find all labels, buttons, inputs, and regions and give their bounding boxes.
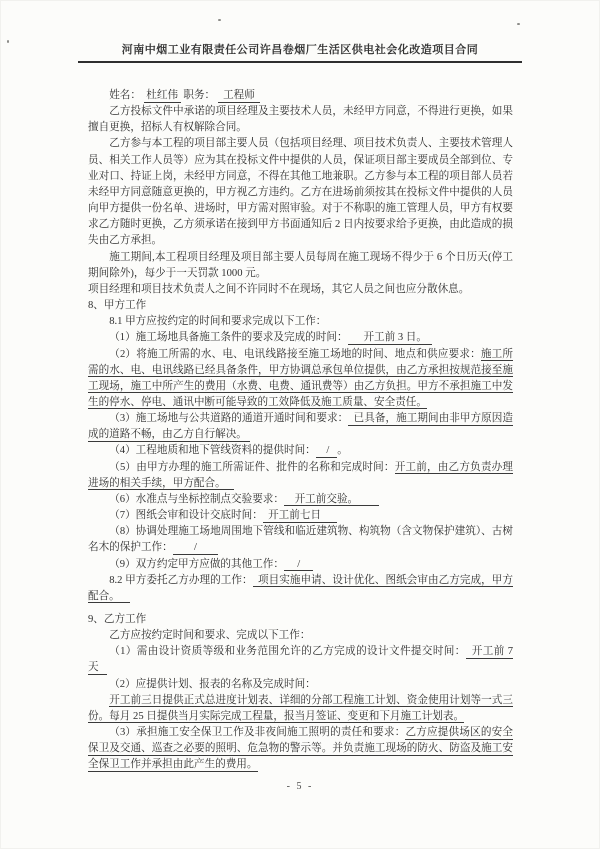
text-run: 乙方投标文件中承诺的项目经理及主要技术人员，未经甲方同意，不得进行更换，如果擅自更换，招标人有权解除合同。 xyxy=(88,106,513,134)
text-run: （5）由甲方办理的施工所需证件、批件的名称和完成时间： xyxy=(109,461,395,473)
underlined-fill-in: 乙方应提供场区的安全保卫及交通、巡查之必要的照明、危急物的警示等。并负责施工现场的防火、防盗及施工安全保卫工作并承担由此产生的费用。 xyxy=(88,727,513,771)
underlined-fill-in: 开工前七日 xyxy=(262,510,337,522)
clause-replacement xyxy=(88,104,513,136)
underlined-fill-in: 开工前 3 日。 xyxy=(347,332,433,344)
page-number: - 5 - xyxy=(286,781,314,792)
clause-8-1 xyxy=(88,314,513,330)
clause-9-intro xyxy=(88,628,513,644)
underlined-fill-in: 开工前交验。 xyxy=(283,493,380,505)
scan-speck xyxy=(218,19,221,21)
item-8-1-3 xyxy=(88,411,513,443)
text-run: （7）图纸会审和设计交底时间： xyxy=(109,510,263,522)
text-run: （3）施工场地与公共道路的通道开通时间和要求： xyxy=(109,413,349,425)
text-run: （9）双方约定甲方应做的其他工作： xyxy=(109,558,284,570)
underlined-fill-in: 项目实施申请、设计优化、图纸会审由乙方完成，甲方配合。 xyxy=(88,574,514,602)
scan-speck xyxy=(517,23,520,25)
text-run: （2）将施工所需的水、电、电讯线路接至施工场地的时间、地点和供应要求： xyxy=(109,348,481,360)
text-run: 姓名： xyxy=(109,90,144,101)
text-run: （4）工程地质和地下管线资料的提供时间： xyxy=(109,445,316,457)
underlined-fill-in: 开工前 7 天 xyxy=(88,646,514,674)
clause-project-staff xyxy=(88,136,513,249)
document-body xyxy=(88,88,513,774)
underlined-fill-in: 工程师 xyxy=(217,90,261,101)
text-run: （2）应提供计划、报表的名称及完成时间： xyxy=(109,678,316,690)
item-9-3 xyxy=(88,725,513,773)
item-8-1-7 xyxy=(88,508,513,524)
text-run: 职务： xyxy=(180,90,218,101)
text-run: （6）水准点与坐标控制点交验要求： xyxy=(109,493,284,505)
clause-site-attendance xyxy=(88,250,513,282)
item-8-1-5 xyxy=(88,460,513,492)
text-run: 8.1 甲方应按约定的时间和要求完成以下工作： xyxy=(109,316,327,328)
item-9-1 xyxy=(88,644,513,676)
item-8-1-9 xyxy=(88,557,513,573)
section-9-heading xyxy=(88,612,513,628)
scan-speck xyxy=(7,40,9,43)
item-8-1-4 xyxy=(88,443,513,459)
text-run: 乙方应按约定时间和要求、完成以下工作： xyxy=(109,630,311,642)
text-run: （1）施工场地具备施工条件的要求及完成的时间： xyxy=(109,332,348,344)
item-9-2-answer xyxy=(88,693,513,725)
item-8-1-1 xyxy=(88,330,513,346)
text-run: 。 xyxy=(337,445,348,457)
item-8-1-2 xyxy=(88,347,513,412)
text-run: 项目经理和项目技术负责人之间不许同时不在现场，其它人员之间也应分散休息。 xyxy=(88,283,470,295)
name-role-line xyxy=(88,88,513,104)
underlined-fill-in: / xyxy=(172,542,219,554)
header-rule xyxy=(78,61,522,63)
underlined-fill-in: 施工所需的水、电、电讯线路已经具备条件，甲方协调总承包单位提供，由乙方承担按规范接至施工现场，施工中所产生的费用（水费、电费、通讯费等）由乙方负担。甲方不承担施工中发生的停水、停电、通讯中断可能导致的工效降低及施工质量、安全责任。 xyxy=(88,348,514,408)
item-9-2 xyxy=(88,677,513,693)
text-run: （3）承担施工安全保卫工作及非夜间施工照明的责任和要求： xyxy=(109,727,406,739)
underlined-fill-in: / xyxy=(315,445,338,457)
section-8-heading xyxy=(88,298,513,314)
item-8-1-6 xyxy=(88,492,513,508)
text-run: 9、乙方工作 xyxy=(88,614,147,625)
text-run: （1）需由设计资质等级和业务范围允许的乙方完成的设计文件提交时间： xyxy=(109,646,466,658)
text-run: 8.2 甲方委托乙方办理的工作： xyxy=(109,574,253,586)
text-run: 施工期间,本工程项目经理及项目部主要人员每周在施工现场不得少于 6 个日历天(停工期间除外)，每少于一天罚款 1000 元。 xyxy=(88,251,513,279)
underlined-fill-in: 杜红伟 xyxy=(143,90,181,101)
header-title: 河南中烟工业有限责任公司许昌卷烟厂生活区供电社会化改造项目合同 xyxy=(121,44,479,56)
clause-8-2 xyxy=(88,573,513,605)
underlined-fill-in: / xyxy=(283,558,314,570)
text-run: 乙方参与本工程的项目部主要人员（包括项目经理、项目技术负责人、主要技术管理人员、相关工作人员等）应为其在投标文件中提供的人员，保证项目部主要成员全部到位、专业对口、持证上岗，未经甲方同意，不得在其他工地兼职。乙方参与本工程的项目部人员若未经甲方同意随意更换的，甲方视乙方违约。乙方在进场前须按其在投标文件中提供的人员向甲方提供一份名单、进场时，甲方需对照审验。对于不称职的施工管理人员，甲方有权要求乙方随时更换，乙方须承诺在接到甲方书面通知后 2 日内按要求给予更换，由此造成的损失由乙方承担。 xyxy=(88,138,513,247)
clause-rest-rotation xyxy=(88,282,513,298)
underlined-fill-in: 开工前三日提供正式总进度计划表、详细的分部工程施工计划、资金使用计划等一式三份。每月 25 日提供当月实际完成工程量，报当月签证、变更和下月施工计划表。 xyxy=(88,694,513,722)
text-run: （8）协调处理施工场地周围地下管线和临近建筑物、构筑物（含文物保护建筑）、古树名木的保护工作： xyxy=(88,526,513,554)
text-run: 8、甲方工作 xyxy=(88,300,147,312)
underlined-fill-in: 已具备，施工期间由非甲方原因造成的道路不畅，由乙方自行解决。 xyxy=(88,413,514,441)
underlined-fill-in: 开工前，由乙方负责办理进场的相关手续，甲方配合。 xyxy=(88,461,514,489)
item-8-1-8 xyxy=(88,524,513,556)
